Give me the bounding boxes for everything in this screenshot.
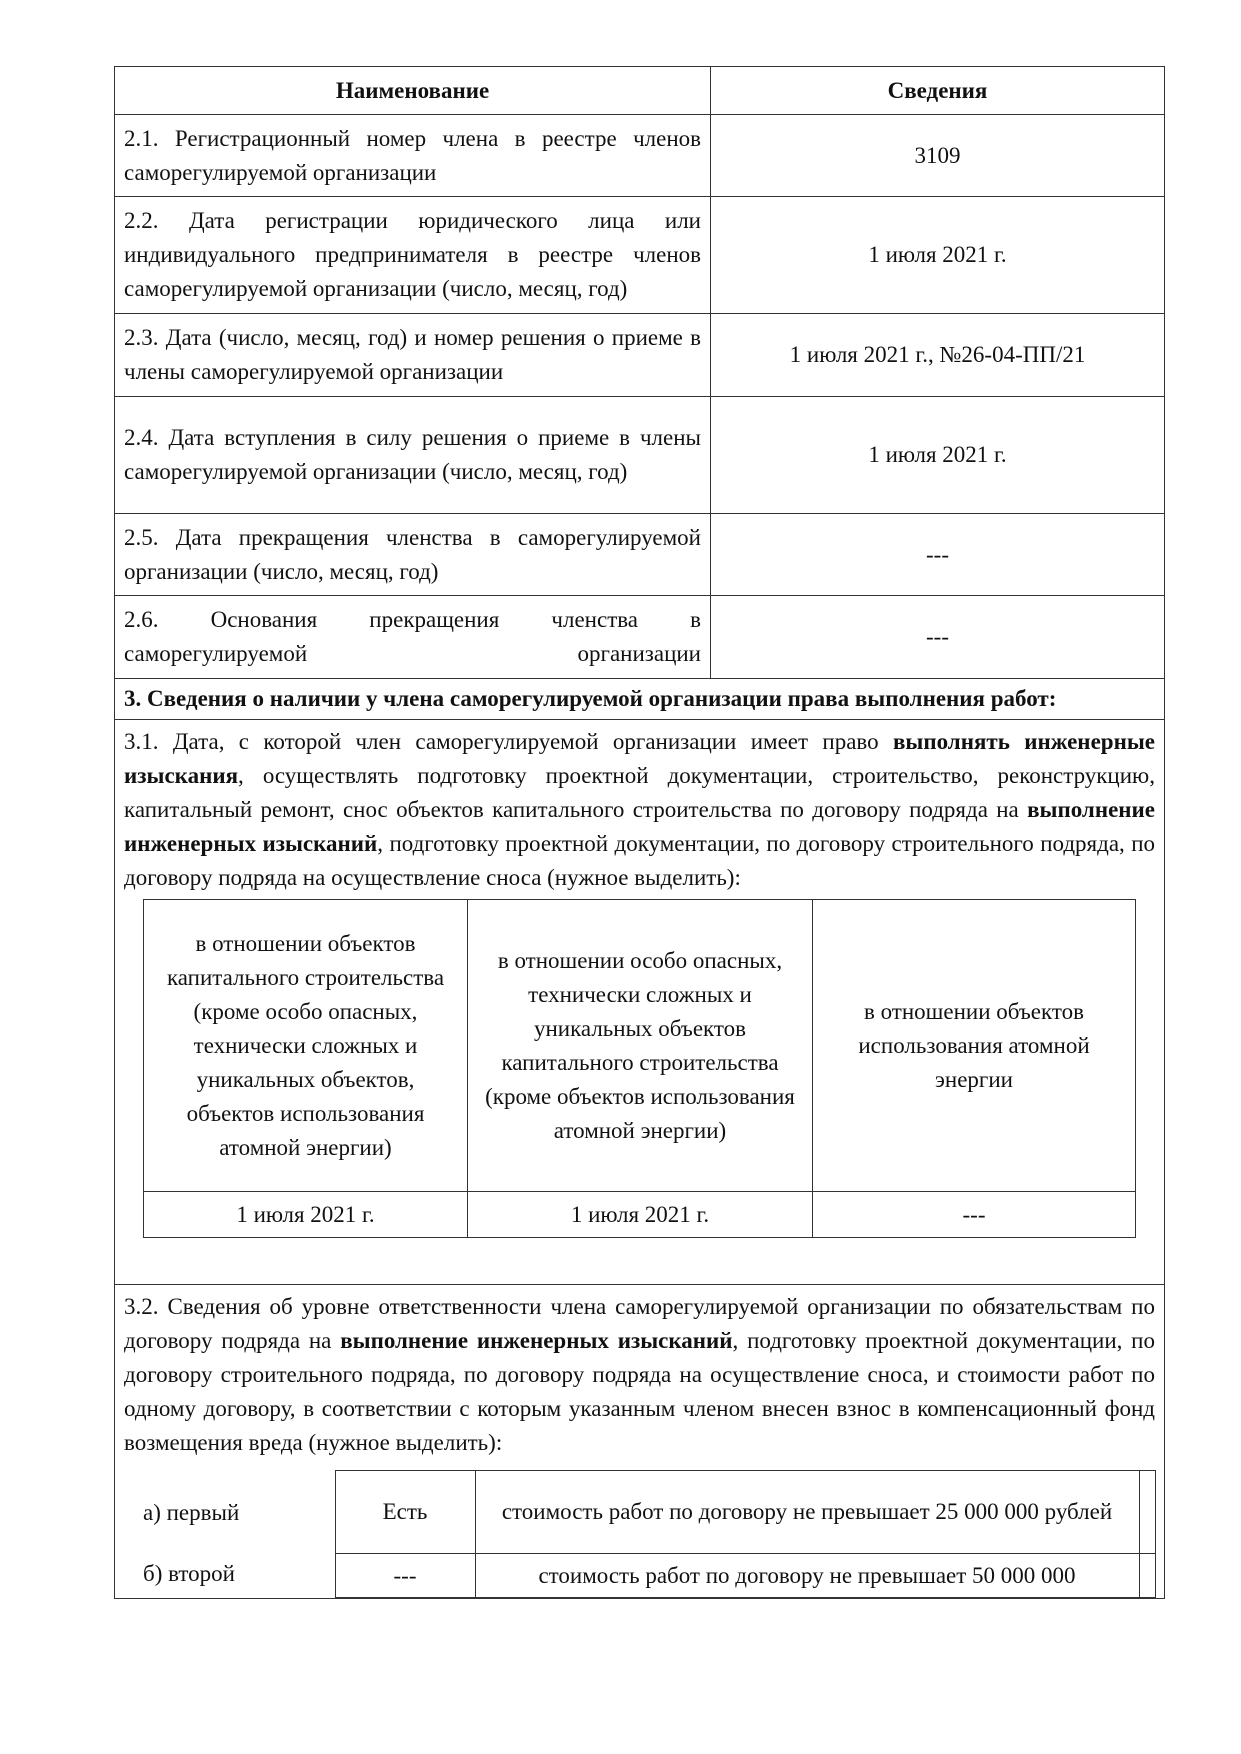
section-3-1-row xyxy=(115,720,1165,1285)
paragraph-3-1: 3.1. Дата, с которой член саморегулируемой организации имеет право выполнять инженерные изыскания, осуществлять подготовку проектной документации, строительство, реконструкцию, капитальный ремонт, снос объектов капитального строительства по договору подряда на выполнение инженерных изысканий, подготовку проектной документации, по договору строительного подряда, по договору подряда на осуществление сноса (нужное выделить): xyxy=(124,729,1156,890)
table-row xyxy=(115,314,1165,397)
row-label: 2.6. Основания прекращения членства в саморегулируемой организации xyxy=(115,596,711,679)
header-info: Сведения xyxy=(711,67,1165,115)
level-mark: Есть xyxy=(335,1471,475,1554)
table-row xyxy=(115,397,1165,514)
table-row xyxy=(115,197,1165,314)
row-value: --- xyxy=(711,514,1165,596)
row-label: 2.1. Регистрационный номер члена в реестре членов саморегулируемой организации xyxy=(115,115,711,197)
section-3-title: 3. Сведения о наличии у члена саморегулируемой организации права выполнения работ: xyxy=(115,679,1165,720)
rights-value-cell: 1 июля 2021 г. xyxy=(468,1192,813,1238)
document-page xyxy=(114,66,1164,1599)
level-label: а) первый xyxy=(143,1499,240,1525)
rights-header-cell: в отношении объектов капитального строительства (кроме особо опасных, технически сложных и уникальных объектов, объектов использования атомной энергии) xyxy=(144,900,468,1192)
section-3-row xyxy=(115,679,1165,720)
rights-header-cell: в отношении особо опасных, технически сложных и уникальных объектов капитального строительства (кроме объектов использования атомной энергии) xyxy=(468,900,813,1192)
rights-value-cell: --- xyxy=(813,1192,1136,1238)
row-label: 2.3. Дата (число, месяц, год) и номер решения о приеме в члены саморегулируемой организации xyxy=(115,314,711,397)
row-label: 2.5. Дата прекращения членства в саморегулируемой организации (число, месяц, год) xyxy=(115,514,711,596)
rights-value-cell: 1 июля 2021 г. xyxy=(144,1192,468,1238)
rights-header-row xyxy=(144,900,1136,1192)
paragraph-3-2: 3.2. Сведения об уровне ответственности члена саморегулируемой организации по обязательствам по договору подряда на выполнение инженерных изысканий, подготовку проектной документации, по договору строительного подряда, по договору подряда на осуществление сноса, и стоимости работ по одному договору, в соответствии с которым указанным членом внесен взнос в компенсационный фонд возмещения вреда (нужное выделить): xyxy=(124,1294,1155,1455)
rights-value-row xyxy=(144,1192,1136,1238)
table-row xyxy=(115,514,1165,596)
row-value: 1 июля 2021 г. xyxy=(711,397,1165,514)
liability-level-row xyxy=(115,1554,1155,1598)
row-value: 1 июля 2021 г., №26-04-ПП/21 xyxy=(711,314,1165,397)
table-header-row xyxy=(115,67,1165,115)
level-label: б) второй xyxy=(143,1561,235,1586)
section-3-2-row xyxy=(115,1285,1165,1599)
row-label: 2.2. Дата регистрации юридического лица или индивидуального предпринимателя в реестре членов саморегулируемой организации (число, месяц, год) xyxy=(115,197,711,314)
table-row xyxy=(115,115,1165,197)
membership-table xyxy=(114,66,1165,1599)
liability-levels-table xyxy=(115,1470,1156,1598)
rights-table xyxy=(143,899,1136,1238)
row-label: 2.4. Дата вступления в силу решения о приеме в члены саморегулируемой организации (число, месяц, год) xyxy=(115,397,711,514)
level-mark: --- xyxy=(335,1554,475,1598)
rights-header-cell: в отношении объектов использования атомной энергии xyxy=(813,900,1136,1192)
header-name: Наименование xyxy=(115,67,711,115)
row-value: --- xyxy=(711,596,1165,679)
row-value: 3109 xyxy=(711,115,1165,197)
row-value: 1 июля 2021 г. xyxy=(711,197,1165,314)
level-description: стоимость работ по договору не превышает 50 000 000 xyxy=(475,1554,1139,1598)
level-description: стоимость работ по договору не превышает 25 000 000 рублей xyxy=(475,1471,1139,1554)
table-row xyxy=(115,596,1165,679)
liability-level-row xyxy=(115,1471,1155,1554)
